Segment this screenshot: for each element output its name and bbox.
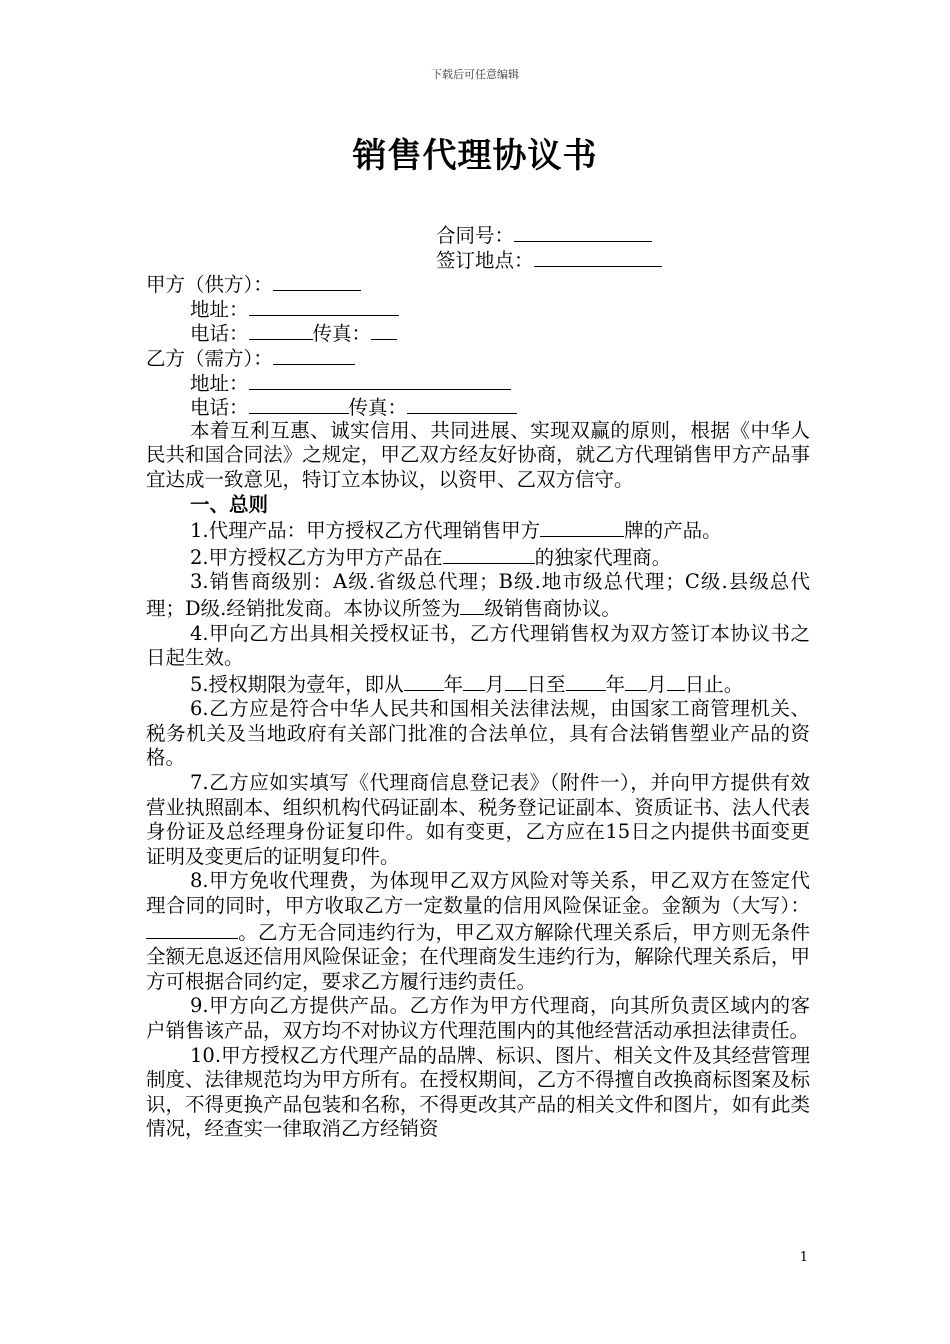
signing-place-line <box>146 247 810 272</box>
clause-9: 9.甲方向乙方提供产品。乙方作为甲方代理商，向其所负责区域内的客户销售该产品，双方均不对协议方代理范围内的其他经营活动承担法律责任。 <box>146 994 810 1042</box>
region-blank <box>443 544 535 564</box>
party-b-phone-line <box>146 394 810 419</box>
party-a-blank <box>273 271 361 291</box>
clause-6: 6.乙方应是符合中华人民共和国相关法律法规，由国家工商管理机关、税务机关及当地政府有关部门批准的合法单位，具有合法销售塑业产品的资格。 <box>146 697 810 770</box>
clause-3-text: 3.销售商级别：A级.省级总代理；B级.地市级总代理；C级.县级总代理；D级.经销批发商。本协议所签为 <box>146 570 810 620</box>
clause-8-text-end: 。乙方无合同违约行为，甲乙双方解除代理关系后，甲方则无条件全额无息返还信用风险保证金；在代理商发生违约行为，解除代理关系后，甲方可根据合同约定，要求乙方履行违约责任。 <box>146 920 810 993</box>
start-month-blank <box>463 671 485 691</box>
party-a-phone-line <box>146 320 810 345</box>
party-b-line <box>146 345 810 370</box>
end-year-blank <box>566 671 606 691</box>
party-b-fax-label: 传真： <box>348 396 408 420</box>
contract-number-line <box>146 222 810 247</box>
preamble-paragraph: 本着互利互惠、诚实信用、共同进展、实现双赢的原则，根据《中华人民共和国合同法》之规定，甲乙双方经友好协商，就乙方代理销售甲方产品事宜达成一致意见，特订立本协议，以资甲、乙双方信守。 <box>146 418 810 491</box>
clause-8-text: 8.甲方免收代理费，为体现甲乙双方风险对等关系，甲乙双方在签定代理合同的同时，甲方收取乙方一定数量的信用风险保证金。金额为（大写）： <box>146 869 810 918</box>
clause-1 <box>146 517 810 544</box>
party-b-address-line <box>146 370 810 395</box>
clause-2-text: 2.甲方授权乙方为甲方产品在 <box>190 545 443 569</box>
start-year-blank <box>404 671 444 691</box>
party-b-address-label: 地址： <box>190 371 249 395</box>
document-title: 销售代理协议书 <box>352 136 598 176</box>
signing-place-blank <box>534 247 662 267</box>
document-body <box>146 222 810 1142</box>
month-label: 月 <box>485 672 505 696</box>
day-end-label: 日止。 <box>684 672 744 696</box>
clause-5 <box>146 671 810 698</box>
header-note: 下载后可任意编辑 <box>431 68 519 81</box>
section-heading: 一、总则 <box>190 492 269 516</box>
party-a-phone-label: 电话： <box>190 322 249 346</box>
level-blank <box>460 595 484 615</box>
clause-7: 7.乙方应如实填写《代理商信息登记表》（附件一），并向甲方提供有效营业执照副本、组织机构代码证副本、税务登记证副本、资质证书、法人代表身份证及总经理身份证复印件。如有变更，乙方应在15日之内提供书面变更证明及变更后的证明复印件。 <box>146 771 810 868</box>
party-a-label: 甲方（供方）： <box>146 273 273 297</box>
party-a-phone-blank <box>249 320 313 340</box>
party-b-blank <box>273 345 355 365</box>
party-a-fax-blank <box>371 320 397 340</box>
party-b-phone-blank <box>249 394 349 414</box>
party-a-fax-label: 传真： <box>312 322 372 346</box>
contract-number-blank <box>514 222 652 242</box>
party-b-address-blank <box>249 370 511 390</box>
party-b-label: 乙方（需方）： <box>146 346 273 370</box>
party-b-fax-blank <box>407 394 517 414</box>
end-day-blank <box>667 671 685 691</box>
party-a-address-label: 地址： <box>190 297 249 321</box>
clause-1-text-end: 牌的产品。 <box>624 519 722 543</box>
party-a-line <box>146 271 810 296</box>
party-a-address-line <box>146 296 810 321</box>
clause-5-text: 5.授权期限为壹年，即从 <box>190 672 404 696</box>
year-label: 年 <box>443 672 464 696</box>
contract-number-label: 合同号： <box>436 224 515 247</box>
signing-place-label: 签订地点： <box>436 248 534 272</box>
party-b-phone-label: 电话： <box>190 396 249 420</box>
year-label-2: 年 <box>605 672 626 696</box>
clause-1-text: 1.代理产品：甲方授权乙方代理销售甲方 <box>190 519 541 543</box>
clause-2-text-end: 的独家代理商。 <box>534 545 672 569</box>
brand-blank <box>540 517 624 537</box>
clause-4: 4.甲向乙方出具相关授权证书，乙方代理销售权为双方签订本协议书之日起生效。 <box>146 621 810 670</box>
clause-3 <box>146 570 810 621</box>
month-label-2: 月 <box>647 672 667 696</box>
clause-2 <box>146 544 810 571</box>
clause-3-text-end: 级销售商协议。 <box>484 596 621 620</box>
day-to-label: 日至 <box>526 672 566 696</box>
clause-10: 10.甲方授权乙方代理产品的品牌、标识、图片、相关文件及其经营管理制度、法律规范均为甲方所有。在授权期间，乙方不得擅自改换商标图案及标识，不得更换产品包装和名称，不得更改其产品的相关文件和图片，如有此类情况，经查实一律取消乙方经销资 <box>146 1043 810 1141</box>
party-a-address-blank <box>249 296 399 316</box>
start-day-blank <box>505 671 527 691</box>
end-month-blank <box>625 671 647 691</box>
clause-8 <box>146 869 810 994</box>
amount-blank <box>146 919 238 939</box>
page-number: 1 <box>799 1250 808 1265</box>
